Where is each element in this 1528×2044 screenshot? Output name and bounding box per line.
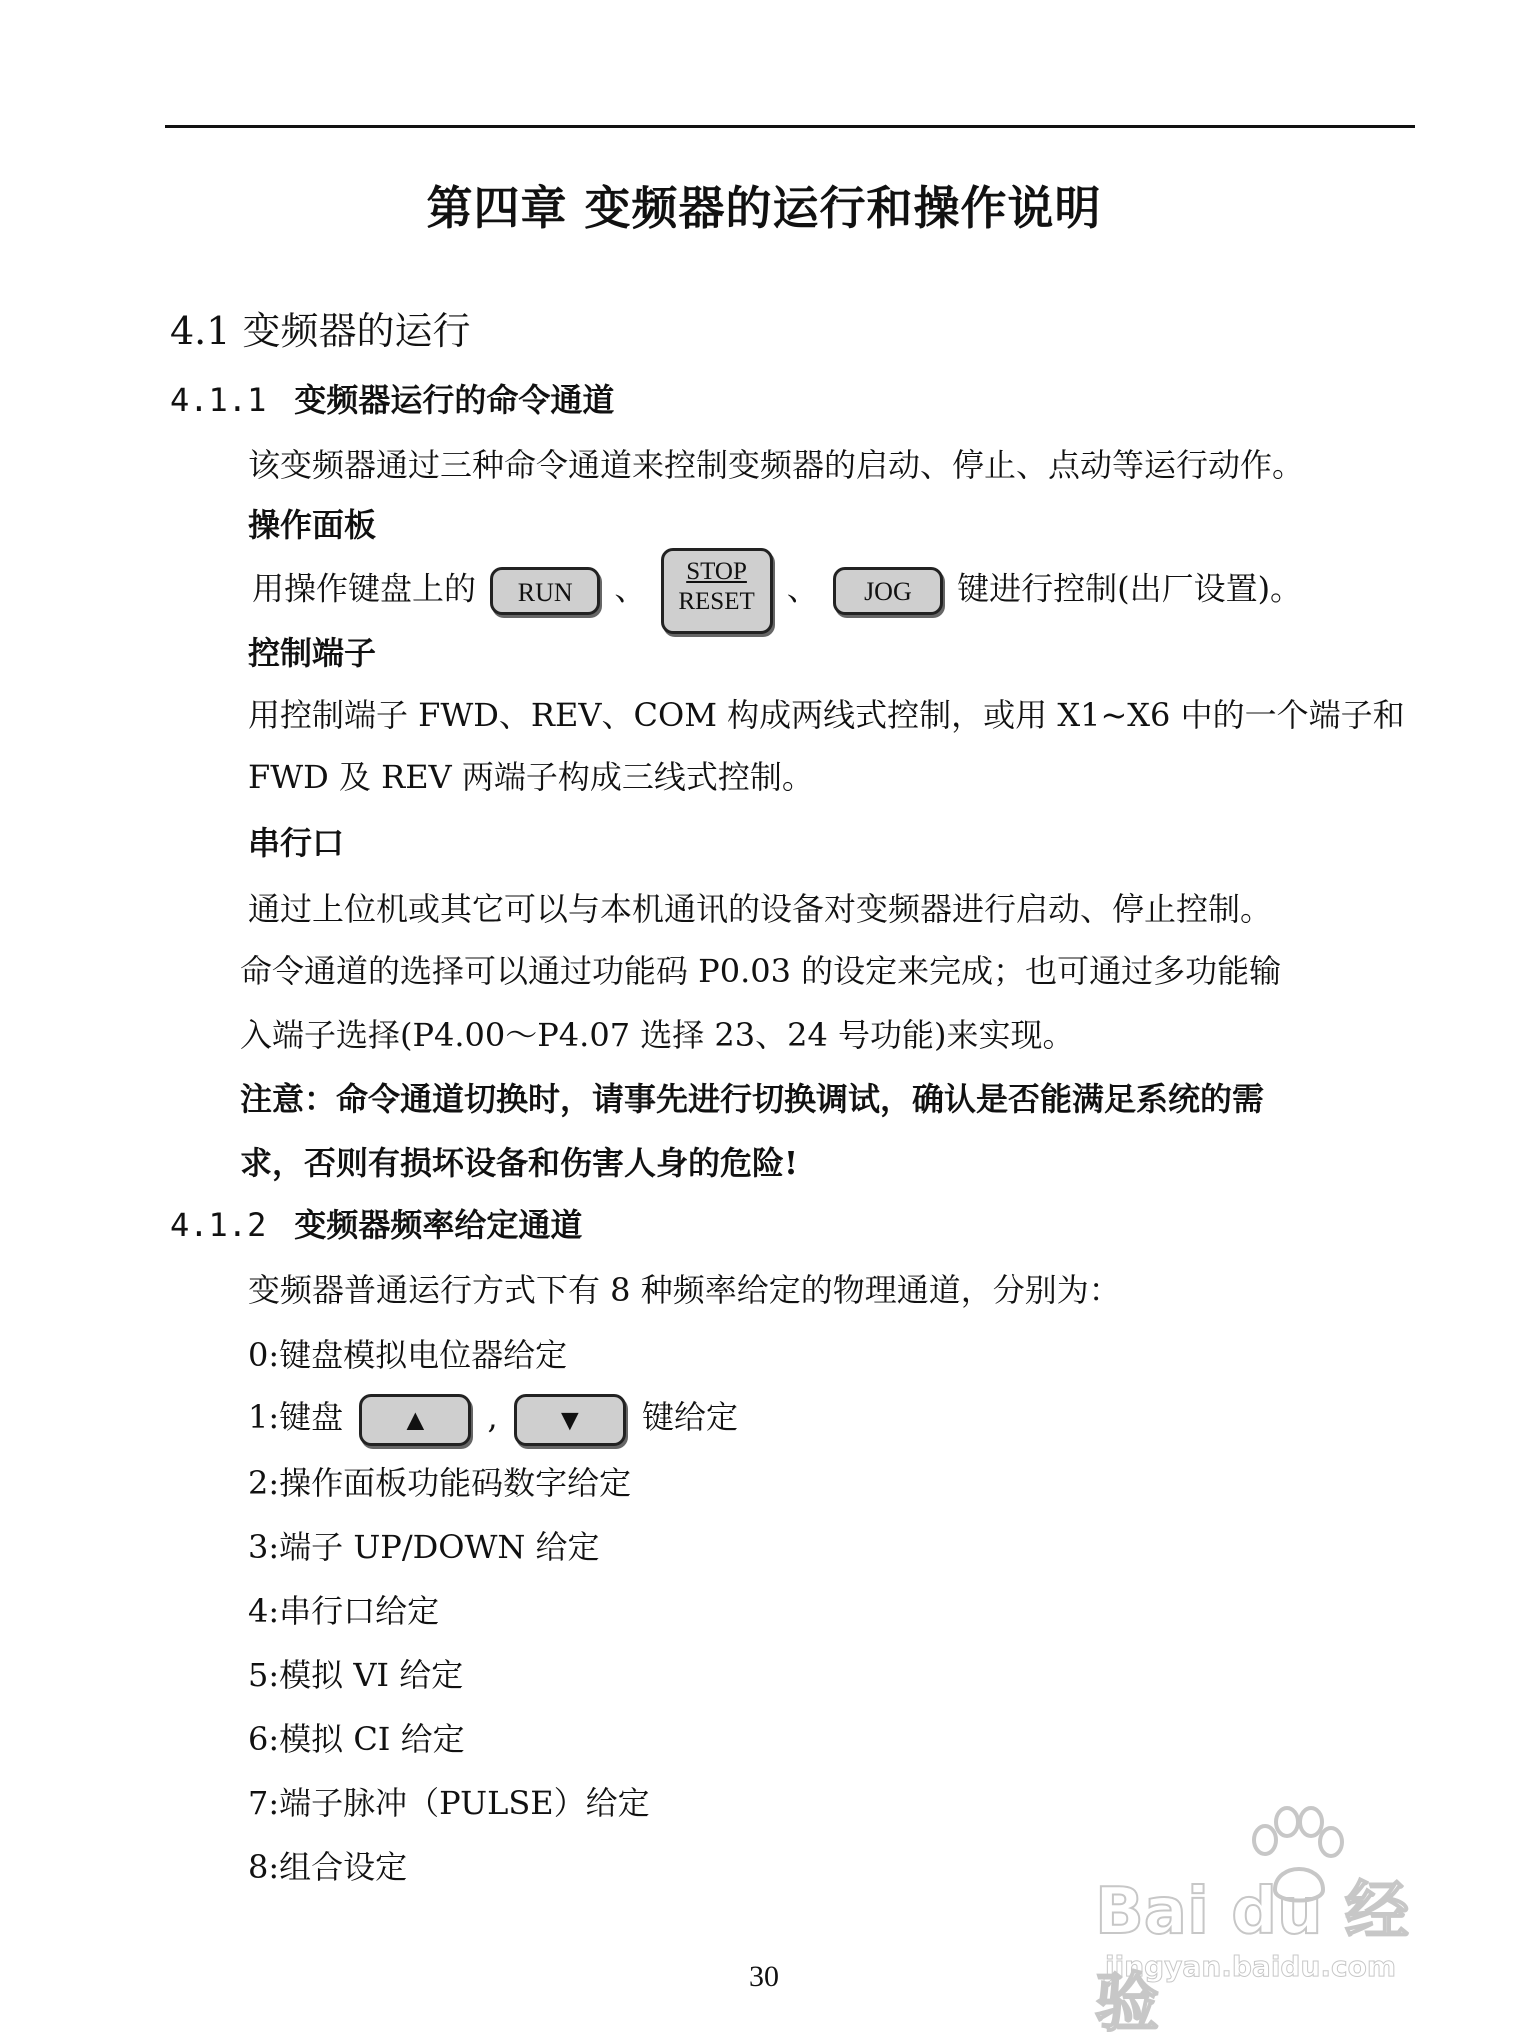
watermark-url: jingyan.baidu.com (1105, 1950, 1397, 1983)
separator: 、 (614, 569, 647, 608)
list-item-7: 7:端子脉冲（PULSE）给定 (248, 1784, 650, 1822)
jog-key: JOG (833, 567, 943, 615)
terminal-text-line2: FWD 及 REV 两端子构成三线式控制。 (248, 758, 814, 796)
item1-sep: , (487, 1398, 498, 1436)
chapter-title: 第四章 变频器的运行和操作说明 (426, 181, 1102, 235)
terminal-text-line1: 用控制端子 FWD、REV、COM 构成两线式控制，或用 X1~X6 中的一个端子和 (248, 696, 1405, 734)
reset-label: RESET (678, 588, 755, 615)
subsection-heading-4-1-1 (170, 375, 614, 421)
paragraph-intro: 该变频器通过三种命令通道来控制变频器的启动、停止、点动等运行动作。 (248, 446, 1305, 484)
heading-control-terminal: 控制端子 (248, 634, 377, 672)
item1-post: 键给定 (642, 1398, 739, 1436)
run-key: RUN (490, 567, 600, 615)
panel-text-post: 键进行控制(出厂设置)。 (957, 569, 1303, 608)
list-item-4: 4:串行口给定 (248, 1592, 440, 1630)
stop-label: STOP (686, 558, 747, 585)
separator: 、 (786, 569, 819, 608)
stop-reset-key (661, 548, 773, 634)
subsection-title: 变频器运行的命令通道 (294, 381, 615, 419)
note-line1: 注意：命令通道切换时，请事先进行切换调试，确认是否能满足系统的需 (240, 1080, 1265, 1118)
section-title: 4.1 变频器的运行 (170, 309, 471, 353)
watermark-brand: Bai du 经验 (1095, 1875, 1409, 2041)
list-item-3: 3:端子 UP/DOWN 给定 (248, 1528, 600, 1566)
subsection-number: 4.1.2 (170, 1206, 267, 1244)
serial-text: 通过上位机或其它可以与本机通讯的设备对变频器进行启动、停止控制。 (248, 890, 1273, 928)
panel-keys-line (252, 548, 1302, 634)
up-arrow-key: ▲ (359, 1394, 471, 1446)
list-item-1 (248, 1392, 738, 1446)
heading-operation-panel: 操作面板 (248, 506, 377, 544)
note-line2: 求，否则有损坏设备和伤害人身的危险! (240, 1144, 799, 1182)
subsection-number: 4.1.1 (170, 381, 267, 419)
item1-pre: 1:键盘 (248, 1398, 344, 1436)
list-item-2: 2:操作面板功能码数字给定 (248, 1464, 632, 1502)
page-number: 30 (749, 1960, 779, 1993)
select-text-line1: 命令通道的选择可以通过功能码 P0.03 的设定来完成；也可通过多功能输 (240, 952, 1282, 990)
select-text-line2: 入端子选择(P4.00～P4.07 选择 23、24 号功能)来实现。 (240, 1016, 1075, 1054)
subsection-title: 变频器频率给定通道 (294, 1206, 583, 1244)
frequency-intro: 变频器普通运行方式下有 8 种频率给定的物理通道，分别为： (248, 1271, 1121, 1309)
header-rule (165, 125, 1415, 128)
subsection-heading-4-1-2 (170, 1200, 582, 1246)
list-item-5: 5:模拟 VI 给定 (248, 1656, 464, 1694)
list-item-6: 6:模拟 CI 给定 (248, 1720, 465, 1758)
list-item-0: 0:键盘模拟电位器给定 (248, 1336, 568, 1374)
down-arrow-key: ▼ (514, 1394, 626, 1446)
list-item-8: 8:组合设定 (248, 1848, 408, 1886)
heading-serial-port: 串行口 (248, 824, 345, 862)
panel-text-pre: 用操作键盘上的 (252, 569, 477, 608)
